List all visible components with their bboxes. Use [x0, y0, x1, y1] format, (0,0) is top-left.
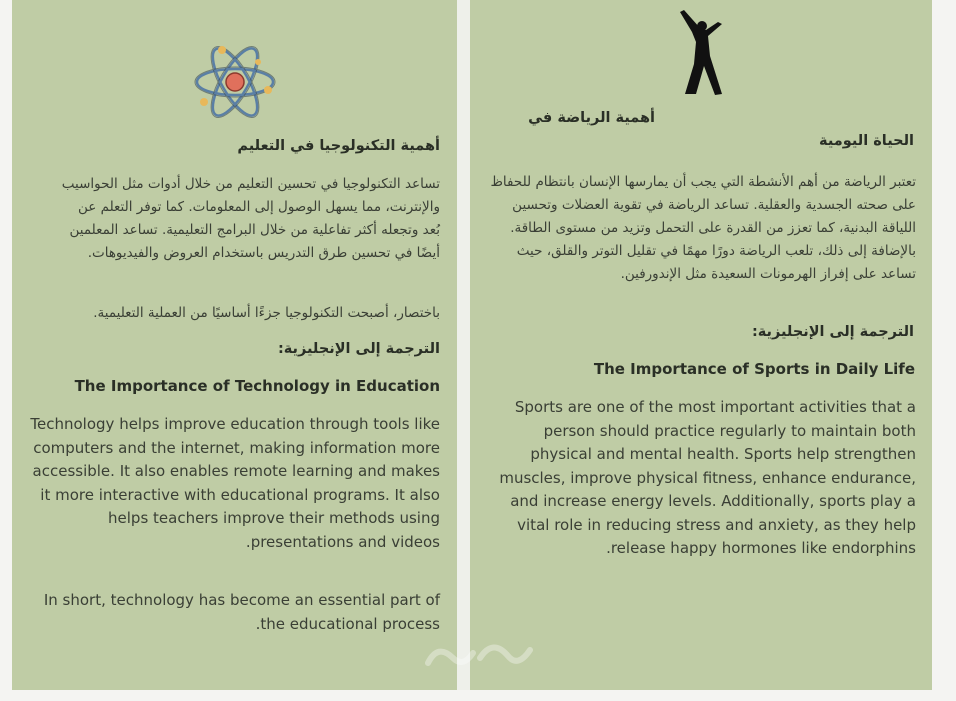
right-panel	[470, 0, 932, 690]
left-summary-ar: باختصار، أصبحت التكنولوجيا جزءًا أساسيًا من العملية التعليمية.	[93, 305, 440, 321]
left-body-ar: تساعد التكنولوجيا في تحسين التعليم من خلال أدوات مثل الحواسيب والإنترنت، مما يسهل الوصول إلى المعلومات. كما توفر التعلم عن بُعد وتجعله أكثر تفاعلية من خلال البرامج التعليمية. تساعد المعلمين أيضًا في تحسين طرق التدريس باستخدام العروض والفيديوهات.	[61, 176, 440, 261]
left-translation-label: الترجمة إلى الإنجليزية:	[277, 341, 440, 357]
right-title-en: The Importance of Sports in Daily Life	[593, 360, 915, 378]
panel-divider	[457, 0, 470, 690]
left-body-en: Technology helps improve education through tools like computers and the internet, making information more accessible. It also enables remote learning and makes it more interactive with educational programs. It also helps teachers improve their methods using presentations and videos.	[30, 415, 440, 551]
left-title-ar: أهمية التكنولوجيا في التعليم	[237, 138, 440, 154]
left-title-en: The Importance of Technology in Education	[74, 377, 440, 395]
right-title-ar-line2: الحياة اليومية	[819, 133, 914, 149]
watermark-logo	[418, 628, 538, 688]
right-body-en: Sports are one of the most important activities that a person should practice regularly to maintain both physical and mental health. Sports help strengthen muscles, improve physical fitness, enhance endurance, and increase energy levels. Additionally, sports play a vital role in reducing stress and anxiety, as they help release happy hormones like endorphins.	[499, 398, 916, 557]
right-translation-label: الترجمة إلى الإنجليزية:	[751, 324, 914, 340]
atom-icon	[192, 42, 278, 122]
right-title-ar-line1: أهمية الرياضة في	[528, 110, 655, 126]
right-body-ar: تعتبر الرياضة من أهم الأنشطة التي يجب أن يمارسها الإنسان بانتظام للحفاظ على صحته الجسدية والعقلية. تساعد الرياضة في تقوية العضلات وتحسين اللياقة البدنية، كما تعزز من القدرة على التحمل وتزيد من مستوى الطاقة. بالإضافة إلى ذلك، تلعب الرياضة دورًا مهمًا في تقليل التوتر والقلق، حيث تساعد على إفراز الهرمونات السعيدة مثل الإندورفين.	[490, 174, 916, 282]
left-summary-en: In short, technology has become an essential part of the educational process.	[43, 591, 440, 633]
stretching-person-icon	[672, 8, 732, 98]
